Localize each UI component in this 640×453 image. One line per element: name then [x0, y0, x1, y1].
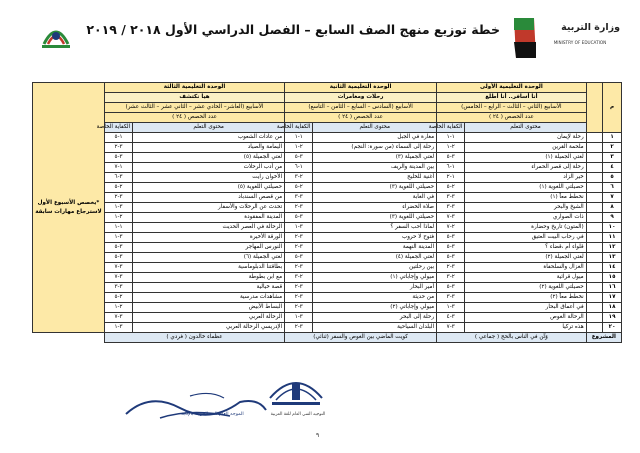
- competency-cell: ٣-٧: [437, 213, 465, 223]
- table-row: [33, 283, 622, 293]
- competency-cell: ٣-٢: [285, 283, 313, 293]
- competency-cell: ٢-٥: [104, 293, 132, 303]
- lesson-cell: لغتي الجميلة (٦): [133, 253, 285, 263]
- table-row: [33, 163, 622, 173]
- competency-cell: ٣-٥: [104, 243, 132, 253]
- lesson-cell: تحدث عن الرحلات والأسفار: [133, 203, 285, 213]
- unit-2-project: كويت الماضي بين الغوص والسفر (ثنائي): [285, 333, 437, 343]
- lesson-cell: قصة خيالية: [133, 283, 285, 293]
- side-note: *يخصص الأسبوع الأول لاسترجاع مهارات سابقة: [33, 83, 105, 333]
- row-number: ٧: [603, 193, 622, 203]
- competency-cell: ٢-١: [104, 213, 132, 223]
- lesson-cell: لغتي الجميلة (٤): [313, 253, 437, 263]
- row-number: ١٥: [603, 273, 622, 283]
- table-row: [33, 253, 622, 263]
- lesson-cell: الشيخ والبحر: [465, 203, 586, 213]
- lesson-cell: لغتي الجميلة (٢): [465, 253, 586, 263]
- competency-cell: ٣-١: [104, 203, 132, 213]
- row-marker: [586, 183, 602, 193]
- lesson-cell: حصيلتي اللغوية (٣): [313, 213, 437, 223]
- competency-cell: ٣-٥: [285, 213, 313, 223]
- ministry-name-en: MINISTRY OF EDUCATION: [553, 40, 607, 45]
- competency-cell: ٣-٣: [437, 203, 465, 213]
- competency-cell: ١-٧: [104, 163, 132, 173]
- lesson-cell: بطاقتنا الدبلوماسية: [133, 263, 285, 273]
- row-marker: [586, 223, 602, 233]
- lesson-cell: هذه تركيا: [465, 323, 586, 333]
- lesson-cell: الأخوان رايت: [133, 173, 285, 183]
- competency-cell: ١-١: [104, 223, 132, 233]
- unit-3-name: الوحدة التعليمية الثالثة: [104, 83, 284, 93]
- row-number: ١٤: [603, 263, 622, 273]
- competency-cell: ٣-٢: [285, 263, 313, 273]
- index-header: م: [603, 83, 622, 133]
- competency-cell: ٢-٣: [285, 173, 313, 183]
- row-number: ١٢: [603, 243, 622, 253]
- col-lesson: محتوى التعلم: [313, 123, 437, 133]
- row-marker: [586, 193, 602, 203]
- competency-cell: ٣-٥: [437, 253, 465, 263]
- row-number: ١٩: [603, 313, 622, 323]
- lesson-cell: ميولي وإجاباتي (٢): [313, 303, 437, 313]
- competency-cell: ٣-٥: [437, 283, 465, 293]
- row-marker: [586, 153, 602, 163]
- lesson-cell: حصيلتي اللغوية (٥): [133, 183, 285, 193]
- table-row: [33, 293, 622, 303]
- table-row: [33, 323, 622, 333]
- lesson-cell: ميولي وإجاباتي (١): [313, 273, 437, 283]
- col-competency: الكفاية الخاصة: [104, 123, 132, 133]
- competency-cell: ٣-٦: [104, 173, 132, 183]
- competency-cell: ٣-١: [104, 323, 132, 333]
- lesson-cell: خير الزاد: [465, 173, 586, 183]
- lesson-cell: بين المدينة والريف: [313, 163, 437, 173]
- row-marker: [586, 233, 602, 243]
- lesson-cell: المدينة النهمة: [313, 243, 437, 253]
- competency-cell: ٣-٧: [104, 313, 132, 323]
- lesson-cell: من عادات الشعوب: [133, 133, 285, 143]
- row-marker: [586, 253, 602, 263]
- competency-cell: ٢-٣: [437, 273, 465, 283]
- competency-cell: ٣-١: [285, 223, 313, 233]
- unit-1-project: وَتِّن في الناس بالحج ( جماعي ): [437, 333, 587, 343]
- lesson-cell: في الغابة: [313, 193, 437, 203]
- lesson-cell: رحلة إلى قصر الحمراء: [465, 163, 586, 173]
- lesson-cell: لغتي الجميلة (٣): [313, 153, 437, 163]
- competency-cell: ١-٥: [104, 133, 132, 143]
- row-number: ٤: [603, 163, 622, 173]
- lesson-cell: لغتي الجميلة (١): [465, 153, 586, 163]
- row-number: ٦: [603, 183, 622, 193]
- row-number: ١٧: [603, 293, 622, 303]
- row-number: ١٦: [603, 283, 622, 293]
- lesson-cell: فتوح لا حروب: [313, 233, 437, 243]
- lesson-cell: (المتون) تاريخ وحضارة: [465, 223, 586, 233]
- col-competency: الكفاية الخاصة: [437, 123, 465, 133]
- competency-cell: ١-٦: [285, 163, 313, 173]
- table-row: [33, 273, 622, 283]
- unit-1-theme: أنا أسافر.. أنا أطلع: [437, 93, 587, 103]
- lesson-cell: رحلة إلى السماء (من سورة: النجم): [313, 143, 437, 153]
- competency-cell: ٣-٥: [437, 233, 465, 243]
- lesson-cell: المدينة المفقودة: [133, 213, 285, 223]
- row-marker: [586, 283, 602, 293]
- table-row: [33, 203, 622, 213]
- lesson-cell: البساط الأبيض: [133, 303, 285, 313]
- table-row: [33, 133, 622, 143]
- competency-cell: ٣-٧: [104, 273, 132, 283]
- lesson-cell: الرحالة في العصر الحديث: [133, 223, 285, 233]
- table-row: [33, 143, 622, 153]
- competency-cell: ٢-٥: [437, 183, 465, 193]
- competency-cell: ٢-١: [104, 303, 132, 313]
- lesson-cell: ملحمة القرين: [465, 143, 586, 153]
- unit-3-theme: هيا نكتشف: [104, 93, 284, 103]
- lesson-cell: نخطط معاً (٢): [465, 293, 586, 303]
- competency-cell: ٣-٢: [285, 303, 313, 313]
- project-label: المشروع: [586, 333, 621, 343]
- competency-cell: ٣-٢: [285, 243, 313, 253]
- competency-cell: ٣-٣: [437, 293, 465, 303]
- row-marker: [586, 143, 602, 153]
- lesson-cell: أغنية للخليج: [313, 173, 437, 183]
- school-logo: [36, 14, 76, 52]
- competency-cell: ٢-٥: [104, 183, 132, 193]
- lesson-cell: في رحاب البيت العتيق: [465, 233, 586, 243]
- competency-cell: ١-١: [437, 133, 465, 143]
- competency-cell: ١-١: [285, 133, 313, 143]
- competency-cell: ٣-٢: [285, 323, 313, 333]
- row-marker: [586, 273, 602, 283]
- lesson-cell: مشاهدات مدرسية: [133, 293, 285, 303]
- table-row: [33, 213, 622, 223]
- row-number: ٢: [603, 143, 622, 153]
- competency-cell: ٣-٢: [437, 263, 465, 273]
- competency-cell: ١-٦: [437, 163, 465, 173]
- competency-cell: ٣-٥: [104, 253, 132, 263]
- lesson-cell: الغزال والسلحفاة: [465, 263, 586, 273]
- lesson-cell: النورس المهاجر: [133, 243, 285, 253]
- lesson-cell: في أعماق البحار: [465, 303, 586, 313]
- unit-2-name: الوحدة التعليمية الثانية: [285, 83, 437, 93]
- competency-cell: ٣-٥: [104, 153, 132, 163]
- row-marker: [586, 213, 602, 223]
- competency-cell: ٣-٥: [437, 153, 465, 163]
- competency-cell: ٣-١: [437, 303, 465, 313]
- table-row: [33, 183, 622, 193]
- unit-1-weeks: الأسابيع (الثاني – الثالث – الرابع – الخامس): [437, 103, 587, 113]
- row-marker: [586, 133, 602, 143]
- unit-3-project: عظماء خالدون ( فردي ): [104, 333, 284, 343]
- lesson-cell: أمير البحار: [313, 283, 437, 293]
- row-number: ٥: [603, 173, 622, 183]
- competency-cell: ٢-١: [437, 143, 465, 153]
- col-lesson: محتوى التعلم: [133, 123, 285, 133]
- competency-cell: ٣-٣: [104, 283, 132, 293]
- row-marker: [586, 263, 602, 273]
- lesson-cell: نخطط معاً (١): [465, 193, 586, 203]
- unit-1-periods: عدد الحصص ( ٢٤ ): [437, 113, 587, 123]
- competency-cell: ٣-٣: [437, 193, 465, 203]
- lesson-cell: من حديثة: [313, 293, 437, 303]
- table-row: [33, 153, 622, 163]
- table-row: [33, 263, 622, 273]
- row-number: ١: [603, 133, 622, 143]
- competency-cell: ٢-٥: [285, 183, 313, 193]
- seal-logo: [262, 370, 330, 418]
- row-marker: [586, 173, 602, 183]
- unit-1-name: الوحدة التعليمية الأولى: [437, 83, 587, 93]
- project-row: [33, 333, 622, 343]
- table-row: [33, 303, 622, 313]
- curriculum-table: [32, 82, 622, 343]
- row-number: ٩: [603, 213, 622, 223]
- table-row: [33, 243, 622, 253]
- competency-cell: ٣-٢: [285, 233, 313, 243]
- row-number: ٢٠: [603, 323, 622, 333]
- table-row: [33, 223, 622, 233]
- lesson-cell: مع ابن بطوطة: [133, 273, 285, 283]
- competency-cell: ٣-٢: [285, 203, 313, 213]
- table-row: [33, 193, 622, 203]
- unit-3-periods: عدد الحصص ( ٢٤ ): [104, 113, 284, 123]
- lesson-cell: من قصص السندباد: [133, 193, 285, 203]
- table-row: [33, 313, 622, 323]
- competency-cell: ٣-٤: [437, 313, 465, 323]
- competency-cell: ٣-٢: [104, 193, 132, 203]
- lesson-cell: الورقة الأخيرة: [133, 233, 285, 243]
- lesson-cell: مغارة في الجبل: [313, 133, 437, 143]
- row-marker: [586, 203, 602, 213]
- lesson-cell: صلاة الخضراء: [313, 203, 437, 213]
- lesson-cell: لماذا أحب السفر ؟: [313, 223, 437, 233]
- table-row: [33, 233, 622, 243]
- lesson-cell: من أدب الرحلات: [133, 163, 285, 173]
- lesson-cell: ميول قرائية: [465, 273, 586, 283]
- competency-cell: ١-٢: [437, 173, 465, 183]
- unit-2-theme: رحلات ومغامرات: [285, 93, 437, 103]
- row-number: ١٨: [603, 303, 622, 313]
- unit-2-periods: عدد الحصص ( ٢٤ ): [285, 113, 437, 123]
- row-marker: [586, 303, 602, 313]
- lesson-cell: رحلة إلى البحر: [313, 313, 437, 323]
- lesson-cell: ذات الصواري: [465, 213, 586, 223]
- competency-cell: ٣-٧: [437, 323, 465, 333]
- row-marker: [586, 323, 602, 333]
- ministry-logo: [512, 12, 622, 64]
- row-number: ٣: [603, 153, 622, 163]
- page-number: ٩: [316, 432, 320, 439]
- competency-cell: ٣-١: [285, 313, 313, 323]
- row-marker: [586, 243, 602, 253]
- competency-cell: ٢-١: [285, 143, 313, 153]
- signature-caption: الموجه العام للغة العربية بالإنابة: [181, 412, 244, 417]
- unit-2-weeks: الأسابيع (السادس – السابع – الثامن – التاسع): [285, 103, 437, 113]
- row-marker: [586, 313, 602, 323]
- competency-cell: ٢-٣: [285, 273, 313, 283]
- competency-cell: ٣-٧: [104, 263, 132, 273]
- col-competency: الكفاية الخاصة: [285, 123, 313, 133]
- lesson-cell: رحلة لإيمان: [465, 133, 586, 143]
- row-number: ١٠: [603, 223, 622, 233]
- lesson-cell: الإدريسي الرحالة العربي: [133, 323, 285, 333]
- lesson-cell: حصيلتي اللغوية (٣): [313, 183, 437, 193]
- competency-cell: ٣-٥: [285, 253, 313, 263]
- row-marker: [586, 293, 602, 303]
- lesson-cell: الرحالة الغوص: [465, 313, 586, 323]
- row-number: ١١: [603, 233, 622, 243]
- page-title: خطة توزيع منهج الصف السابع – الفصل الدراسي الأول ٢٠١٨ / ٢٠١٩: [86, 22, 500, 37]
- lesson-cell: لغتي الجميلة (٥): [133, 153, 285, 163]
- lesson-cell: اليمامة والصياد: [133, 143, 285, 153]
- lesson-cell: الرحالة العربي: [133, 313, 285, 323]
- col-lesson: محتوى التعلم: [465, 123, 586, 133]
- row-marker: [586, 163, 602, 173]
- competency-cell: ٣-٢: [104, 143, 132, 153]
- lesson-cell: قلواء أم ،قضاء ؟: [465, 243, 586, 253]
- row-number: ٨: [603, 203, 622, 213]
- signature-image: [120, 388, 270, 424]
- ministry-name: وزارة التربية: [561, 22, 620, 33]
- lesson-cell: بين رحلتين: [313, 263, 437, 273]
- competency-cell: ٣-٥: [285, 153, 313, 163]
- table-row: [33, 173, 622, 183]
- row-number: ١٣: [603, 253, 622, 263]
- competency-cell: ٢-٧: [437, 223, 465, 233]
- lesson-cell: حصيلتي اللغوية (١): [465, 183, 586, 193]
- unit-3-weeks: الأسابيع (العاشر– الحادي عشر – الثاني عشر – الثالث عشر): [104, 103, 284, 113]
- competency-cell: ٣-٥: [437, 243, 465, 253]
- seal-caption: التوجيه الفني العام للغة العربية: [270, 412, 326, 417]
- lesson-cell: البلدان السياحية: [313, 323, 437, 333]
- competency-cell: ٣-٢: [285, 293, 313, 303]
- competency-cell: ٣-١: [104, 233, 132, 243]
- lesson-cell: حصيلتي اللغوية (٢): [465, 283, 586, 293]
- competency-cell: ٣-٣: [285, 193, 313, 203]
